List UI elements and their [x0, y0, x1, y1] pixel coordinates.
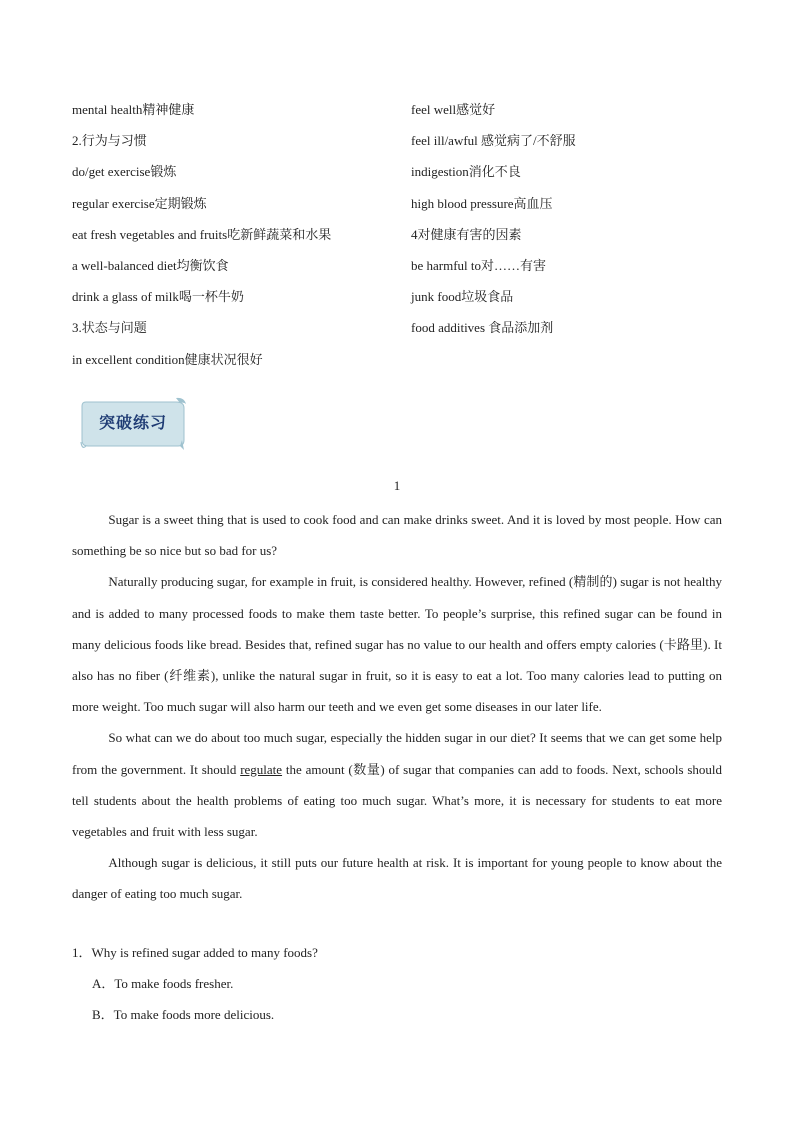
passage-number: 1: [393, 478, 401, 493]
vocab-heading: 3.状态与问题: [72, 320, 147, 336]
vocab-item: be harmful to对……有害: [411, 257, 547, 273]
vocab-heading: 4对健康有害的因素: [411, 226, 522, 242]
vocab-item: mental health精神健康: [72, 102, 195, 117]
vocab-heading: 2.行为与习惯: [72, 133, 147, 149]
question-1-option-b: B．To make foods more delicious.: [92, 1007, 275, 1023]
vocab-item: indigestion消化不良: [411, 164, 521, 180]
paragraph-2: Naturally producing sugar, for example in fruit, is considered healthy. However, refined (精制的) sugar is not healthy and is added to many processed foods to make them taste better. To people’s surprise, this refined sugar can be found in many delicious foods like bread. Besides that, refined sugar has no value to our health and offers empty calories (卡路里). It also has no fiber (纤维素), unlike the natural sugar in fruit, so it is easy to eat a lot. Too many calories lead to putting on more weight. Too much sugar will also harm our teeth and we even get some diseases in our later life.: [72, 574, 722, 715]
vocab-item: feel well感觉好: [411, 102, 496, 117]
paragraph-3: [72, 722, 722, 847]
vocabulary-column-right: [411, 98, 751, 348]
vocabulary-column-left: [72, 98, 402, 379]
paragraph-3-text-a: So what can we do about too much sugar, especially the hidden sugar in our diet? It seems that we can get some help from the government. It should: [72, 730, 722, 777]
vocab-item: in excellent condition健康状况很好: [72, 351, 263, 367]
vocab-item: high blood pressure高血压: [411, 195, 553, 211]
vocab-item: a well-balanced diet均衡饮食: [72, 257, 229, 273]
paragraph-1: Sugar is a sweet thing that is used to cook food and can make drinks sweet. And it is loved by most people. How can something be so nice but so bad for us?: [72, 512, 722, 559]
section-title: 突破练习: [98, 413, 167, 432]
reading-passage: [72, 474, 722, 910]
vocab-item: regular exercise定期锻炼: [72, 195, 207, 211]
paragraph-3-text-b: the amount (数量) of sugar that companies can add to foods. Next, schools should tell students about the health problems of eating too much sugar. What’s more, it is necessary for students to eat more vegetables and fruit with less sugar.: [72, 761, 723, 840]
vocab-item: food additives 食品添加剂: [411, 320, 554, 336]
underlined-word: regulate: [240, 761, 283, 777]
vocab-item: junk food垃圾食品: [411, 289, 514, 305]
vocab-item: do/get exercise锻炼: [72, 164, 177, 180]
question-1-option-a: A．To make foods fresher.: [92, 976, 234, 992]
paragraph-4: Although sugar is delicious, it still puts our future health at risk. It is important for young people to know about the danger of eating too much sugar.: [72, 855, 722, 902]
question-list: [72, 940, 722, 1034]
question-1: 1．Why is refined sugar added to many foods?: [72, 945, 318, 960]
vocab-item: eat fresh vegetables and fruits吃新鲜蔬菜和水果: [72, 226, 332, 242]
vocab-item: drink a glass of milk喝一杯牛奶: [72, 289, 244, 305]
section-badge: [80, 396, 188, 450]
vocab-item: feel ill/awful 感觉病了/不舒服: [411, 133, 576, 149]
